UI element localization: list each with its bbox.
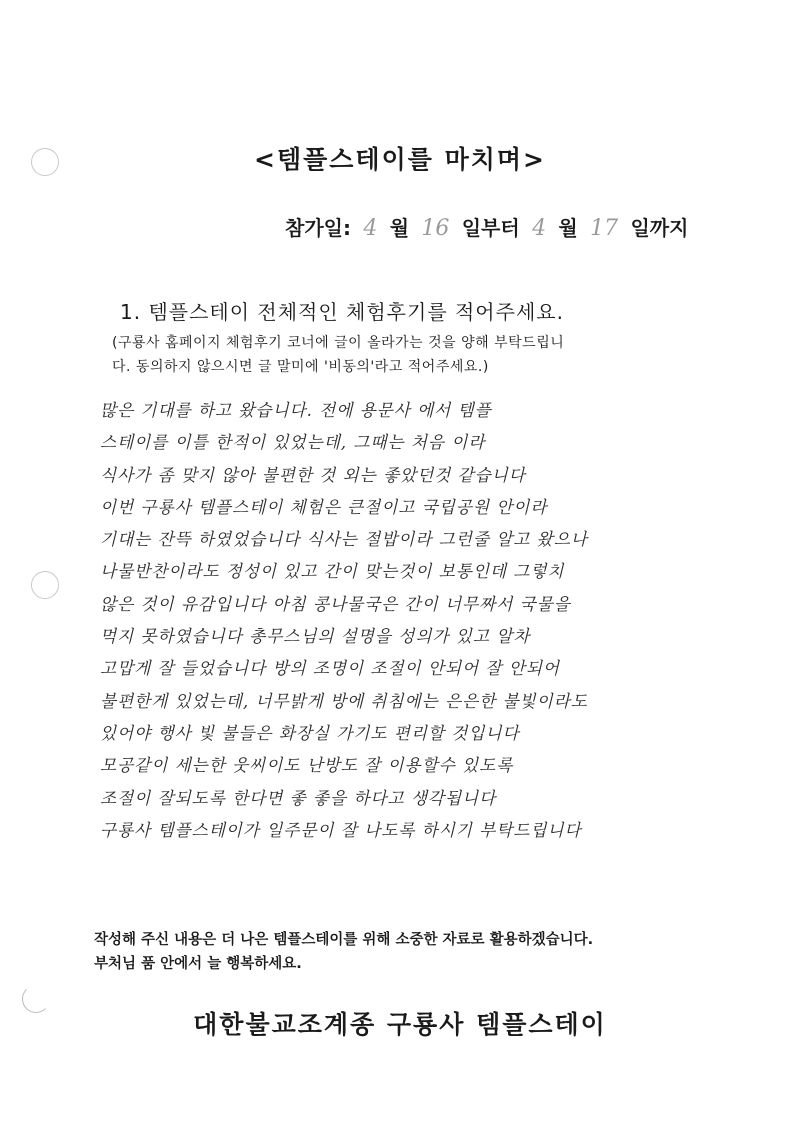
end-day-value: 17 <box>590 216 619 241</box>
review-line: 기대는 잔뜩 하였었습니다 식사는 절밥이라 그런줄 알고 왔으나 <box>100 530 588 551</box>
start-day-value: 16 <box>421 216 450 241</box>
page-title: <템플스테이를 마치며> <box>254 145 546 174</box>
review-line: 고맙게 잘 들었습니다 방의 조명이 조절이 안되어 잘 안되어 <box>100 659 560 680</box>
review-line: 모공같이 세는한 웃씨이도 난방도 잘 이용할수 있도록 <box>100 756 514 777</box>
from-label: 일부터 <box>461 216 520 240</box>
review-line: 있어야 행사 빛 불들은 화장실 가기도 편리할 것입니다 <box>100 723 520 744</box>
review-line: 구룡사 템플스테이가 일주문이 잘 나도록 하시기 부탁드립니다 <box>100 820 582 841</box>
handwritten-review <box>100 395 670 847</box>
end-month-value: 4 <box>532 216 547 241</box>
review-line: 않은 것이 유감입니다 아침 콩나물국은 간이 너무짜서 국물을 <box>100 594 571 615</box>
closing-note <box>94 928 593 976</box>
closing-note-line: 부처님 품 안에서 늘 행복하세요. <box>94 956 302 972</box>
end-month-unit-label: 월 <box>558 216 578 240</box>
dates-label: 참가일: <box>285 216 351 240</box>
review-line: 먹지 못하였습니다 총무스님의 설명을 성의가 있고 알차 <box>100 627 531 648</box>
review-line: 스테이를 이틀 한적이 있었는데, 그때는 처음 이라 <box>100 433 486 454</box>
consent-note <box>112 331 692 379</box>
review-line: 식사가 좀 맞지 않아 불편한 것 외는 좋았던것 같습니다 <box>100 465 526 486</box>
review-line: 불편한게 있었는데, 너무밝게 방에 취침에는 은은한 불빛이라도 <box>100 691 588 712</box>
consent-note-line: (구룡사 홈페이지 체험후기 코너에 글이 올라가는 것을 양해 부탁드립니 <box>112 335 565 351</box>
punch-hole <box>31 571 59 599</box>
organization-name: 대한불교조계종 구룡사 템플스테이 <box>193 1010 607 1039</box>
to-label: 일까지 <box>630 216 689 240</box>
closing-note-line: 작성해 주신 내용은 더 나은 템플스테이를 위해 소중한 자료로 활용하겠습니다. <box>94 932 594 948</box>
review-line: 많은 기대를 하고 왔습니다. 전에 용문사 에서 템플 <box>100 401 492 421</box>
consent-note-line: 다. 동의하지 않으시면 글 말미에 '비동의'라고 적어주세요.) <box>112 359 489 375</box>
start-month-value: 4 <box>363 216 378 241</box>
participation-dates <box>285 212 688 241</box>
month-unit-label: 월 <box>389 216 410 240</box>
review-line: 이번 구룡사 템플스테이 체험은 큰절이고 국립공원 안이라 <box>100 497 548 518</box>
question-heading: 1. 템플스테이 전체적인 체험후기를 적어주세요. <box>120 300 564 324</box>
review-line: 조절이 잘되도록 한다면 좋 좋을 하다고 생각됩니다 <box>100 788 497 809</box>
review-line: 나물반찬이라도 정성이 있고 간이 맞는것이 보통인데 그렇치 <box>100 562 565 583</box>
